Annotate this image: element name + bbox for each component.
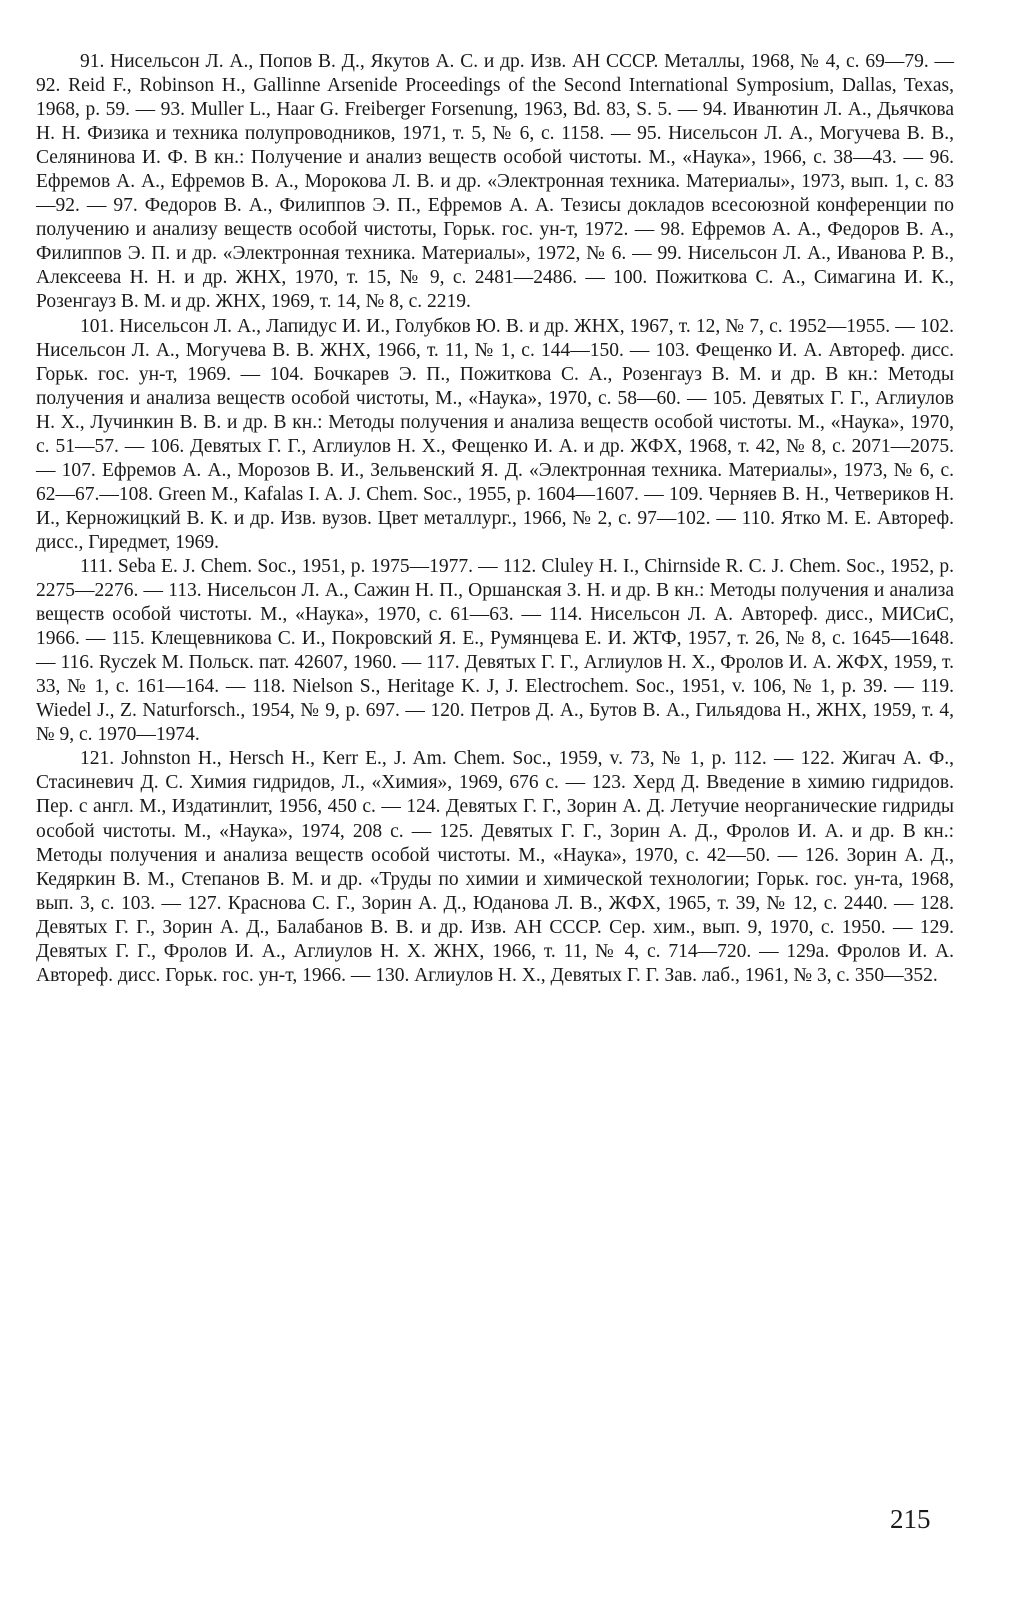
references-91-100: 91. Нисельсон Л. А., Попов В. Д., Якутов А. С. и др. Изв. АН СССР. Металлы, 1968, № 4, с. 69—79. — 92. Reid F., Robinson H., Gallinne Arsenide Proceedings of the Second International Symposium, Dallas, Texas, 1968, p. 59. — 93. Muller L., Haar G. Freiberger Forsenung, 1963, Bd. 83, S. 5. — 94. Иванютин Л. А., Дьячкова Н. Н. Физика и техника полупроводников, 1971, т. 5, № 6, с. 1158. — 95. Нисельсон Л. А., Могучева В. В., Селянинова И. Ф. В кн.: Получение и анализ веществ особой чистоты. М., «Наука», 1966, с. 38—43. — 96. Ефремов А. А., Ефремов В. А., Морокова Л. В. и др. «Электронная техника. Материалы», 1973, вып. 1, с. 83—92. — 97. Федоров В. А., Филиппов Э. П., Ефремов А. А. Тезисы докладов всесоюзной конференции по получению и анализу веществ особой чистоты, Горьк. гос. ун-т, 1972. — 98. Ефремов А. А., Федоров В. А., Филиппов Э. П. и др. «Электронная техника. Материалы», 1972, № 6. — 99. Нисельсон Л. А., Иванова Р. В., Алексеева Н. Н. и др. ЖНХ, 1970, т. 15, № 9, с. 2481—2486. — 100. Пожиткова С. А., Симагина И. К., Розенгауз В. М. и др. ЖНХ, 1969, т. 14, № 8, с. 2219.: [36, 51, 954, 313]
references-111-120: 111. Seba E. J. Chem. Soc., 1951, p. 1975—1977. — 112. Cluley H. I., Chirnside R. C. J. Chem. Soc., 1952, p. 2275—2276. — 113. Нисельсон Л. А., Сажин Н. П., Оршанская З. Н. и др. В кн.: Методы получения и анализа веществ особой чистоты. М., «Наука», 1970, с. 61—63. — 114. Нисельсон Л. А. Автореф. дисс., МИСиС, 1966. — 115. Клещевникова С. И., Покровский Я. Е., Румянцева Е. И. ЖТФ, 1957, т. 26, № 8, с. 1645—1648. — 116. Ryczek M. Польск. пат. 42607, 1960. — 117. Девятых Г. Г., Аглиулов Н. Х., Фролов И. А. ЖФХ, 1959, т. 33, № 1, с. 161—164. — 118. Nielson S., Heritage K. J, J. Electrochem. Soc., 1951, v. 106, № 1, p. 39. — 119. Wiedel J., Z. Naturforsch., 1954, № 9, p. 697. — 120. Петров Д. А., Бутов В. А., Гильядова Н., ЖНХ, 1959, т. 4, № 9, с. 1970—1974.: [36, 555, 954, 746]
references-page: [36, 50, 954, 988]
references-121-130: 121. Johnston H., Hersch H., Kerr E., J. Am. Chem. Soc., 1959, v. 73, № 1, p. 112. — 122. Жигач А. Ф., Стасиневич Д. С. Химия гидридов, Л., «Химия», 1969, 676 с. — 123. Херд Д. Введение в химию гидридов. Пер. с англ. М., Издатинлит, 1956, 450 с. — 124. Девятых Г. Г., Зорин А. Д. Летучие неорганические гидриды особой чистоты. М., «Наука», 1974, 208 с. — 125. Девятых Г. Г., Зорин А. Д., Фролов И. А. и др. В кн.: Методы получения и анализа веществ особой чистоты. М., «Наука», 1970, с. 42—50. — 126. Зорин А. Д., Кедяркин В. М., Степанов В. М. и др. «Труды по химии и химической технологии; Горьк. гос. ун-та, 1968, вып. 3, с. 103. — 127. Краснова С. Г., Зорин А. Д., Юданова Л. В., ЖФХ, 1965, т. 39, № 12, с. 2440. — 128. Девятых Г. Г., Зорин А. Д., Балабанов В. В. и др. Изв. АН СССР. Сер. хим., вып. 9, 1970, с. 1950. — 129. Девятых Г. Г., Фролов И. А., Аглиулов Н. Х. ЖНХ, 1966, т. 11, № 4, с. 714—720. — 129а. Фролов И. А. Автореф. дисс. Горьк. гос. ун-т, 1966. — 130. Аглиулов Н. Х., Девятых Г. Г. Зав. лаб., 1961, № 3, с. 350—352.: [36, 748, 954, 986]
references-101-110: 101. Нисельсон Л. А., Лапидус И. И., Голубков Ю. В. и др. ЖНХ, 1967, т. 12, № 7, с. 1952—1955. — 102. Нисельсон Л. А., Могучева В. В. ЖНХ, 1966, т. 11, № 1, с. 144—150. — 103. Фещенко И. А. Автореф. дисс. Горьк. гос. ун-т, 1969. — 104. Бочкарев Э. П., Пожиткова С. А., Розенгауз В. М. и др. В кн.: Методы получения и анализа веществ особой чистоты, М., «Наука», 1970, с. 58—60. — 105. Девятых Г. Г., Аглиулов Н. Х., Лучинкин В. В. и др. В кн.: Методы получения и анализа веществ особой чистоты. М., «Наука», 1970, с. 51—57. — 106. Девятых Г. Г., Аглиулов Н. Х., Фещенко И. А. и др. ЖФХ, 1968, т. 42, № 8, с. 2071—2075. — 107. Ефремов А. А., Морозов В. И., Зельвенский Я. Д. «Электронная техника. Материалы», 1973, № 6, с. 62—67.—108. Green M., Kafalas I. A. J. Chem. Soc., 1955, p. 1604—1607. — 109. Черняев В. Н., Четвериков Н. И., Керножицкий В. К. и др. Изв. вузов. Цвет металлург., 1966, № 2, с. 97—102. — 110. Ятко М. Е. Автореф. дисс., Гиредмет, 1969.: [36, 315, 954, 553]
page-number: 215: [890, 1504, 931, 1534]
